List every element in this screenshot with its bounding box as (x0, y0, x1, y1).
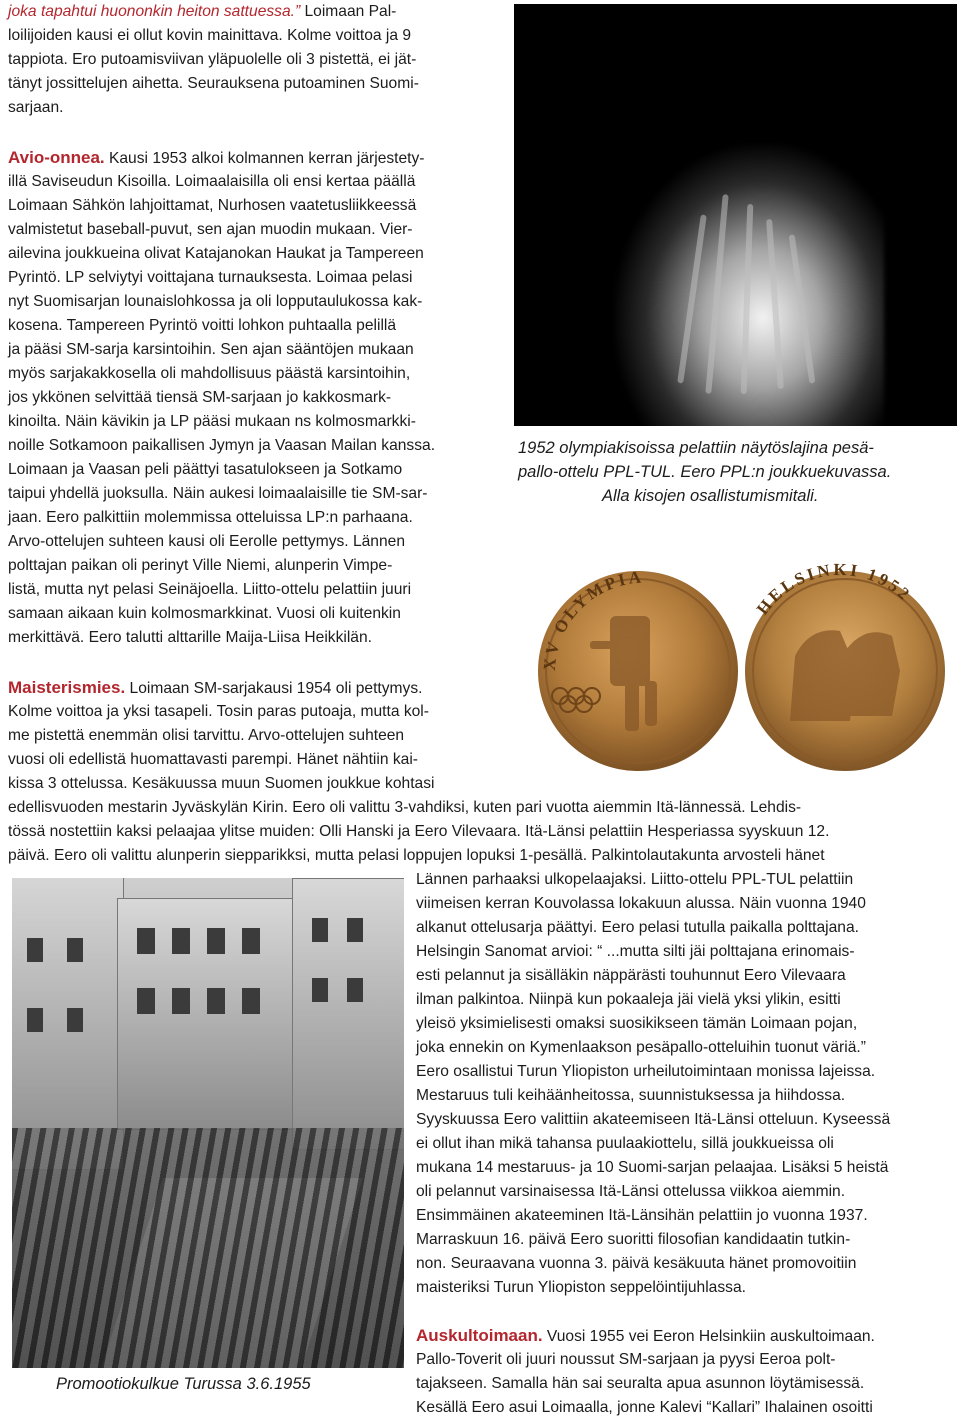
intro-line: tappiota. Ero putoamisviivan yläpuolelle oli 3 pistettä, ei jät- (8, 51, 417, 68)
maisteri-right-line: Lännen parhaaksi ulkopelaajaksi. Liitto-ottelu PPL-TUL pelattiin (416, 871, 854, 888)
caption-1952-line: 1952 olympiakisoissa pelattiin näytöslajina pesä- (518, 439, 874, 457)
auskultointi-line: tajakseen. Samalla hän sai seuralta apua asunnon löytämisessä. (416, 1375, 865, 1392)
maisteri-right-line: Syyskuussa Eero valittiin akateemiseen Itä-Länsi otteluun. Kyseessä (416, 1111, 891, 1128)
intro-quote-end: joka tapahtui huononkin heiton sattuessa.” (8, 3, 301, 20)
maisteri-right-line: Eero osallistui Turun Yliopiston urheilutoimintaan monissa lajeissa. (416, 1063, 876, 1080)
maisteri-line: tössä nostettiin kaksi pelaajaa ylitse muiden: Olli Hanski ja Eero Vilevaara. Itä-Länsi pelattiin Hesperiassa syyskuun 12. (8, 823, 830, 840)
auskultointi-line: Kesällä Eero asui Loimaalla, jonne Kalevi “Kallari” Ihalainen osoitti (416, 1399, 873, 1416)
section-heading-auskultointi: Auskultoimaan. (416, 1326, 543, 1345)
maisteri-right-line: Ensimmäinen akateeminen Itä-Länsihän pelattiin jo vuonna 1937. (416, 1207, 868, 1224)
medal-front-text: XV OLYMPIA (539, 567, 645, 672)
maisteri-right-line: maisteriksi Turun Yliopiston seppelöintijuhlassa. (416, 1279, 746, 1296)
avio-first-line-rest: Kausi 1953 alkoi kolmannen kerran järjestety- (104, 150, 425, 167)
avio-line: ailevina joukkueina olivat Katajanokan Haukat ja Tampereen (8, 245, 424, 262)
maisteri-line: kissa 3 ottelussa. Kesäkuussa muun Suomen joukkue kohtasi (8, 775, 435, 792)
avio-line: kosena. Tampereen Pyrintö voitti lohkon puhtaalla pelillä (8, 317, 397, 334)
avio-line: myös sarjakakkosella oli mahdollisuus päästä karsintoihin, (8, 365, 411, 382)
section-heading-maisteri: Maisterismies. (8, 678, 126, 697)
maisteri-right-line: yleisö yksimielisesti omaksi suosikikseen tämän Loimaan pojan, (416, 1015, 858, 1032)
auskultointi-first-line-rest: Vuosi 1955 vei Eeron Helsinkiin auskultoimaan. (542, 1328, 875, 1345)
intro-line: sarjaan. (8, 99, 64, 116)
maisteri-line: edellisvuoden mestarin Jyväskylän Kirin. Eero oli valittu 3-vahdiksi, kuten pari vuotta aiemmin Itä-lännessä. Lehdis- (8, 799, 802, 816)
avio-line: Loimaan ja Vaasan peli päättyi tasatulokseen ja Sotkamo (8, 461, 403, 478)
maisteri-right-line: ilman palkintoa. Niinpä kun pokaaleja jäi vielä yksi ylikin, esitti (416, 991, 841, 1008)
avio-line: listä, mutta nyt pelasi Seinäjoella. Liitto-ottelu pelattiin juuri (8, 581, 412, 598)
avio-line: polttajan paikan oli perinyt Ville Niemi, alunperin Vimpe- (8, 557, 393, 574)
maisteri-right-line: Marraskuun 16. päivä Eero suoritti filosofian kandidaatin tutkin- (416, 1231, 851, 1248)
avio-line: jaan. Eero palkittiin molemmissa otteluissa LP:n parhaana. (8, 509, 413, 526)
avio-line: kinoilta. Näin kävikin ja LP pääsi mukaan ns kolmosmarkki- (8, 413, 416, 430)
maisteri-right-line: Mestaruus tuli keihäänheitossa, suunnistuksessa ja hiihdossa. (416, 1087, 846, 1104)
maisteri-right-line: viimeisen kerran Kouvolassa lokakuun alussa. Näin vuonna 1940 (416, 895, 866, 912)
avio-line: nyt Suomisarjan lounaislohkossa ja oli lopputaulukossa kak- (8, 293, 423, 310)
caption-1952-line: pallo-ottelu PPL-TUL. Eero PPL:n joukkuekuvassa. (518, 463, 892, 481)
maisteri-right-line: joka ennekin on Kymenlaakson pesäpallo-otteluihin tuonut väriä.” (416, 1039, 866, 1056)
intro-line: tänyt jossittelujen aihetta. Seurauksena putoaminen Suomi- (8, 75, 419, 92)
auskultointi-first-line (416, 1324, 875, 1349)
maisteri-line: päivä. Eero oli valittu alunperin siepparikksi, mutta pelasi loppujen lopuksi 1-pesällä. Palkintolautakunta arvosteli hänet (8, 847, 825, 864)
avio-line: ja pääsi SM-sarja karsintoihin. Sen ajan sääntöjen mukaan (8, 341, 414, 358)
maisteri-right-line: mukana 14 mestaruus- ja 10 Suomi-sarjan pelaajaa. Lisäksi 5 heistä (416, 1159, 889, 1176)
photo-crowd (12, 1128, 404, 1368)
avio-line: noille Sotkamoon paikallisen Jymyn ja Vaasan Mailan kanssa. (8, 437, 436, 454)
olympic-medal-image (520, 546, 960, 796)
avio-first-line (8, 146, 425, 171)
intro-line: loilijoiden kausi ei ollut kovin mainittava. Kolme voittoa ja 9 (8, 27, 412, 44)
maisteri-right-line: oli pelannut varsinaisessa Itä-Länsi ottelussa viikkoa aiemmin. (416, 1183, 846, 1200)
maisteri-first-line-rest: Loimaan SM-sarjakausi 1954 oli pettymys. (125, 680, 423, 697)
maisteri-right-line: esti pelannut ja sisälläkin näppärästi touhunnut Eero Vilevaara (416, 967, 846, 984)
avio-line: jos ykkönen selvittää tiensä SM-sarjaan jo kakkosmark- (8, 389, 392, 406)
section-heading-avio: Avio-onnea. (8, 148, 105, 167)
maisteri-line: vuosi oli edellistä huomattavasti parempi. Hänet nähtiin kai- (8, 751, 418, 768)
avio-line: Arvo-ottelujen suhteen kausi oli Eerolle pettymys. Lännen (8, 533, 406, 550)
avio-line: illä Saviseudun Kisoilla. Loimaalaisilla oli ensi kertaa päällä (8, 173, 416, 190)
maisteri-first-line (8, 676, 422, 701)
procession-photo (12, 878, 404, 1368)
avio-line: Pyrintö. LP selviytyi voittajana turnauksesta. Loimaa pelasi (8, 269, 413, 286)
medal-back-text: HELSINKI 1952 (752, 559, 916, 619)
avio-line: merkittävä. Eero talutti alttarille Maija-Liisa Heikkilän. (8, 629, 372, 646)
maisteri-right-line: non. Seuraavana vuonna 3. päivä kesäkuuta hänet promovoitiin (416, 1255, 857, 1272)
maisteri-right-line: Helsingin Sanomat arvioi: “ ...mutta silti jäi polttajana erinomais- (416, 943, 855, 960)
caption-promotion: Promootiokulkue Turussa 3.6.1955 (56, 1375, 311, 1393)
caption-1952-line: Alla kisojen osallistumismitali. (602, 487, 819, 505)
intro-line-1-rest: Loimaan Pal- (300, 3, 397, 20)
avio-line: taipui yhdellä juoksulla. Näin aukesi loimaalaisille tie SM-sar- (8, 485, 428, 502)
maisteri-line: Kolme voittoa ja yksi tasapeli. Tosin paras putoaja, mutta kol- (8, 703, 429, 720)
auskultointi-line: Pallo-Toverit oli juuri noussut SM-sarjaan ja pyysi Eeroa polt- (416, 1351, 836, 1368)
maisteri-right-line: alkanut ottelusarja päättyi. Eero pelasi tutulla paikalla polttajana. (416, 919, 859, 936)
team-photo (514, 4, 957, 426)
maisteri-right-line: ei ollut ihan mikä tahansa puulaakiottelu, sillä joukkueissa oli (416, 1135, 834, 1152)
avio-line: Loimaan Sähkön lahjoittamat, Nurhosen vaatetusliikkeessä (8, 197, 417, 214)
maisteri-line: me pistettä enemmän olisi tarvittu. Arvo-ottelujen suhteen (8, 727, 405, 744)
intro-line-1 (8, 0, 396, 24)
avio-line: samaan aikaan kuin kolmosmarkkinat. Vuosi oli kuitenkin (8, 605, 401, 622)
avio-line: valmistetut baseball-puvut, sen ajan muodin mukaan. Vier- (8, 221, 413, 238)
